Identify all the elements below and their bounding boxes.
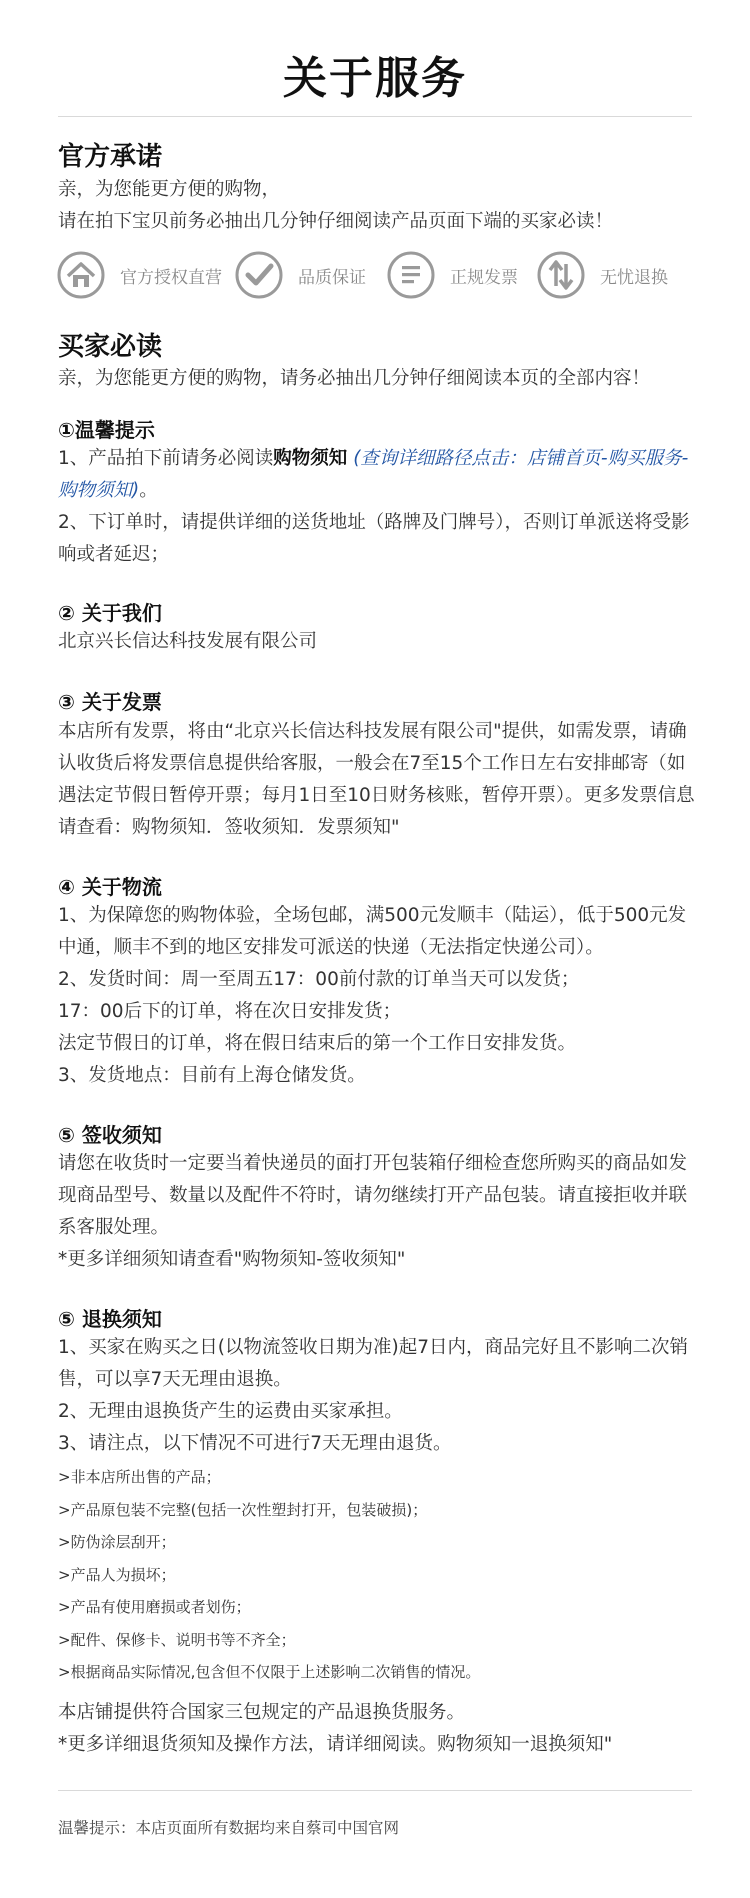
invoice-text: 本店所有发票，将由“北京兴长信达科技发展有限公司"提供，如需发票，请确认收货后将发票信息提供给客服，一般会在7至15个工作日左右安排邮寄（如遇法定节假日暂停开票；每月1日至10日财务核账，暂停开票）。更多发票信息请查看：购物须知．签收须知．发票须知" — [58, 721, 695, 838]
tips-heading: ①温馨提示 — [58, 418, 155, 442]
service-badges — [56, 248, 696, 302]
returns-note-1: 本店铺提供符合国家三包规定的产品退换货服务。 — [58, 1702, 466, 1723]
promise-line-1: 亲，为您能更方便的购物， — [58, 179, 281, 200]
tips-line-1-end: 。 — [139, 480, 158, 501]
page-title: 关于服务 — [283, 53, 467, 104]
logistics-line-5: 3、发货地点：目前有上海仓储发货。 — [58, 1065, 366, 1086]
list-item: >防伪涂层刮开； — [58, 1533, 176, 1551]
returns-line-1: 1、买家在购买之日(以物流签收日期为准)起7日内，商品完好且不影响二次销售，可以享7天无理由退换。 — [58, 1337, 688, 1390]
list-item: >根据商品实际情况,包含但不仅限于上述影响二次销售的情况。 — [58, 1663, 481, 1681]
badge-invoice — [386, 248, 518, 302]
returns-heading: ⑤ 退换须知 — [58, 1307, 162, 1331]
promise-line-2: 请在拍下宝贝前务必抽出几分钟仔细阅读产品页面下端的买家必读！ — [58, 211, 614, 232]
badge-label: 无忧退换 — [600, 267, 668, 288]
badge-label: 品质保证 — [298, 267, 366, 288]
tips-line-1 — [58, 443, 698, 507]
footer-divider — [58, 1790, 692, 1791]
returns-exclusion-list — [58, 1461, 698, 1689]
logistics-line-2: 2、发货时间：周一至周五17：00前付款的订单当天可以发货； — [58, 969, 580, 990]
invoice-heading: ③ 关于发票 — [58, 690, 162, 714]
returns-note-2: *更多详细退货须知及操作方法，请详细阅读。购物须知一退换须知" — [58, 1734, 613, 1755]
badge-returns — [536, 248, 668, 302]
list-item: >配件、保修卡、说明书等不齐全； — [58, 1630, 296, 1649]
house-icon — [56, 250, 106, 300]
badge-quality — [234, 248, 366, 302]
logistics-line-3: 17：00后下的订单，将在次日安排发货； — [58, 1001, 402, 1022]
shopping-notice-path-link[interactable]: (查询详细路径点击：店铺首页-购买服务-购物须知) — [58, 448, 689, 501]
buyer-heading: 买家必读 — [58, 332, 163, 362]
list-item: >产品原包装不完整(包括一次性塑封打开，包装破损)； — [58, 1500, 428, 1519]
receipt-text: 请您在收货时一定要当着快递员的面打开包装箱仔细检查您所购买的商品如发现商品型号、数量以及配件不符时，请勿继续打开产品包装。请直接拒收并联系客服处理。 — [58, 1153, 688, 1238]
returns-line-2: 2、无理由退换货产生的运费由买家承担。 — [58, 1401, 403, 1422]
buyer-intro: 亲，为您能更方便的购物，请务必抽出几分钟仔细阅读本页的全部内容！ — [58, 368, 651, 389]
return-arrows-icon — [536, 250, 586, 300]
logistics-line-4: 法定节假日的订单，将在假日结束后的第一个工作日安排发货。 — [58, 1033, 577, 1054]
promise-heading: 官方承诺 — [58, 142, 163, 172]
tips-line-2: 2、下订单时，请提供详细的送货地址（路牌及门牌号），否则订单派送将受影响或者延迟； — [58, 512, 690, 565]
invoice-icon — [386, 250, 436, 300]
list-item: >非本店所出售的产品； — [58, 1468, 221, 1486]
receipt-more: *更多详细须知请查看"购物须知-签收须知" — [58, 1249, 406, 1270]
logistics-heading: ④ 关于物流 — [58, 875, 162, 899]
badge-label: 官方授权直营 — [120, 267, 222, 288]
logistics-line-1: 1、为保障您的购物体验，全场包邮，满500元发顺丰（陆运），低于500元发中通，顺丰不到的地区安排发可派送的快递（无法指定快递公司）。 — [58, 905, 687, 958]
tips-line-1-pre: 1、产品拍下前请务必阅读 — [58, 448, 274, 469]
footer-note: 温馨提示：本店页面所有数据均来自蔡司中国官网 — [58, 1819, 400, 1837]
badge-label: 正规发票 — [450, 267, 518, 288]
checkmark-icon — [234, 250, 284, 300]
about-text: 北京兴长信达科技发展有限公司 — [58, 631, 318, 652]
list-item: >产品人为损坏； — [58, 1565, 176, 1584]
about-heading: ② 关于我们 — [58, 601, 162, 625]
list-item: >产品有使用磨损或者划伤； — [58, 1598, 251, 1616]
badge-authorized — [56, 248, 222, 302]
shopping-notice-label: 购物须知 — [273, 448, 348, 469]
title-divider — [58, 116, 692, 117]
receipt-heading: ⑤ 签收须知 — [58, 1123, 162, 1147]
returns-line-3: 3、请注点，以下情况不可进行7天无理由退货。 — [58, 1433, 452, 1454]
